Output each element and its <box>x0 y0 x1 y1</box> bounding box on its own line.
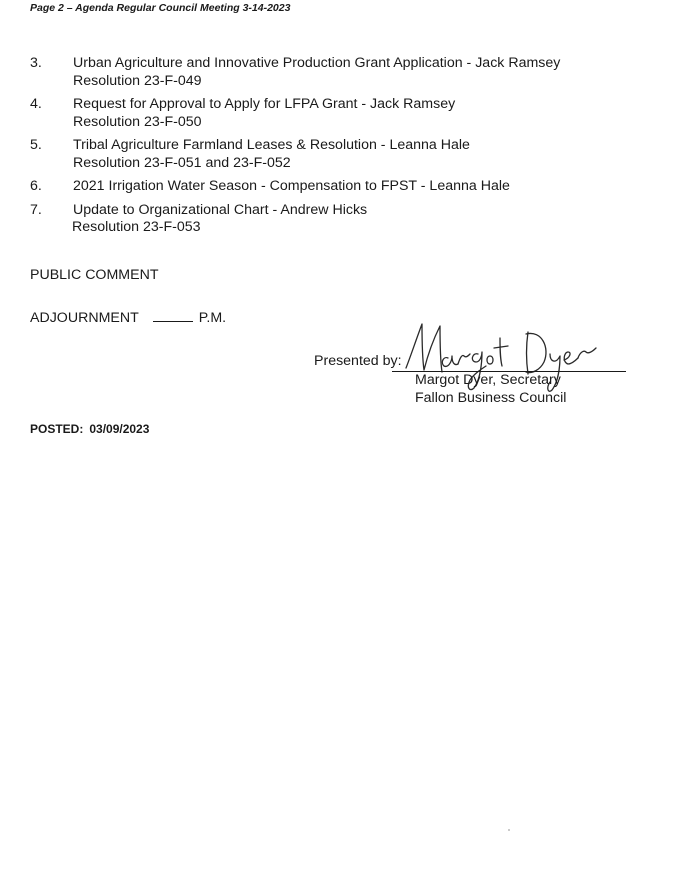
posted-date: 03/09/2023 <box>89 422 150 436</box>
agenda-item-resolution: Resolution 23-F-053 <box>72 219 201 235</box>
agenda-item <box>0 55 681 90</box>
agenda-item <box>0 96 681 131</box>
signer-name-title: Margot Dyer, Secretary <box>415 372 561 388</box>
agenda-item-number: 3. <box>30 55 42 71</box>
adjournment-line <box>30 309 226 326</box>
adjournment-label: ADJOURNMENT <box>30 310 139 326</box>
agenda-item <box>0 137 681 172</box>
agenda-item-number: 7. <box>30 201 42 218</box>
agenda-item-title: 2021 Irrigation Water Season - Compensation to FPST - Leanna Hale <box>73 178 510 194</box>
agenda-list <box>0 55 681 243</box>
page-header: Page 2 – Agenda Regular Council Meeting 3-14-2023 <box>30 2 291 14</box>
adjournment-suffix: P.M. <box>198 310 227 326</box>
agenda-item-title: Update to Organizational Chart - Andrew Hicks <box>73 201 368 218</box>
signer-organization: Fallon Business Council <box>415 390 567 406</box>
public-comment-heading: PUBLIC COMMENT <box>30 267 159 283</box>
adjournment-time-blank <box>153 309 193 322</box>
agenda-item-title: Urban Agriculture and Innovative Production Grant Application - Jack Ramsey <box>73 55 561 71</box>
agenda-item <box>0 202 681 237</box>
agenda-item-number: 6. <box>30 178 42 194</box>
scan-speck <box>508 829 510 831</box>
agenda-item-number: 5. <box>30 137 42 153</box>
agenda-item-resolution: Resolution 23-F-049 <box>73 72 202 89</box>
agenda-item-resolution: Resolution 23-F-051 and 23-F-052 <box>73 154 291 171</box>
agenda-item-number: 4. <box>30 96 42 112</box>
agenda-item-resolution: Resolution 23-F-050 <box>73 113 202 130</box>
agenda-item-title: Request for Approval to Apply for LFPA Grant - Jack Ramsey <box>73 96 456 112</box>
posted-label: POSTED: <box>30 422 84 436</box>
posted-line <box>30 422 149 436</box>
agenda-item-title: Tribal Agriculture Farmland Leases & Resolution - Leanna Hale <box>73 137 470 153</box>
agenda-item <box>0 178 681 196</box>
presented-by-label: Presented by: <box>314 353 402 369</box>
